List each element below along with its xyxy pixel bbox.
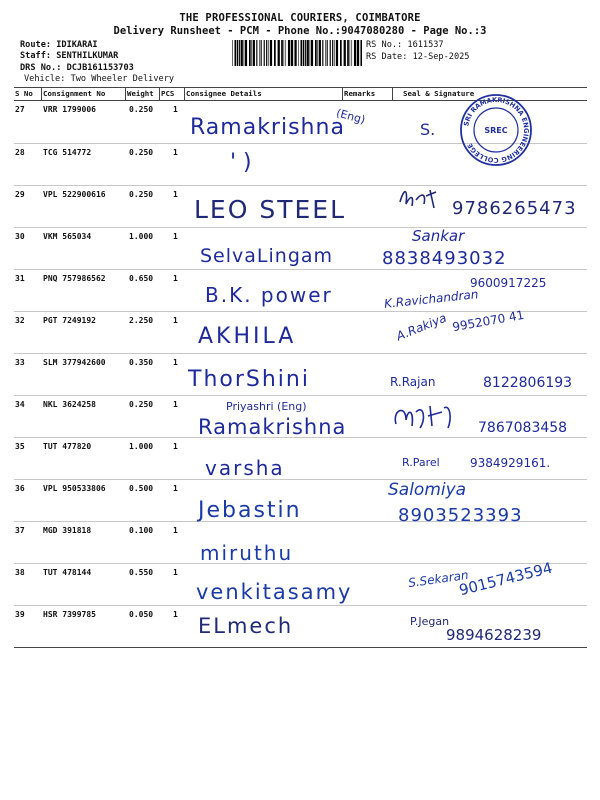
- hw-signame-36: Salomiya: [388, 480, 467, 500]
- hw-consignee-39: ELmech: [198, 614, 294, 638]
- rs-date: RS Date: 12-Sep-2025: [366, 52, 470, 62]
- cell-pcs: 1: [173, 105, 178, 114]
- hw-signature-36: 8903523393: [398, 505, 523, 526]
- hw-remarks-27: (Eng): [334, 106, 367, 127]
- cell-consignment: HSR 7399785: [43, 610, 96, 619]
- hw-signame-32: A.Rakiya: [394, 310, 449, 344]
- cell-consignment: TUT 477820: [43, 442, 92, 451]
- vehicle-label: Vehicle: Two Wheeler Delivery: [24, 74, 175, 84]
- signature-scribble-34: [390, 400, 470, 434]
- cell-sno: 31: [15, 274, 25, 283]
- cell-pcs: 1: [173, 190, 178, 199]
- cell-weight: 0.250: [129, 400, 154, 409]
- cell-sno: 35: [15, 442, 25, 451]
- cell-consignment: PNQ 757986562: [43, 274, 106, 283]
- hw-consignee-28: ' ): [230, 150, 252, 175]
- cell-sno: 37: [15, 526, 25, 535]
- hw-consignee-35: varsha: [205, 456, 285, 480]
- cell-sno: 39: [15, 610, 25, 619]
- hw-consignee-27: Ramakrishna: [190, 115, 345, 140]
- cell-pcs: 1: [173, 358, 178, 367]
- cell-pcs: 1: [173, 526, 178, 535]
- hw-consignee-32: AKHILA: [198, 324, 297, 349]
- cell-consignment: PGT 7249192: [43, 316, 96, 325]
- college-seal-stamp: [458, 92, 534, 168]
- hw-signature-34: 7867083458: [478, 420, 568, 436]
- hw-consignee-33: ThorShini: [188, 367, 310, 392]
- hw-signame-39: P.Jegan: [410, 615, 450, 628]
- cell-weight: 1.000: [129, 232, 154, 241]
- hw-signature-29: 9786265473: [452, 198, 577, 219]
- cell-weight: 0.100: [129, 526, 154, 535]
- cell-sno: 33: [15, 358, 25, 367]
- col-consignee: Consignee Details: [186, 89, 262, 98]
- cell-weight: 0.250: [129, 190, 154, 199]
- col-weight: Weight: [127, 89, 154, 98]
- cell-pcs: 1: [173, 568, 178, 577]
- route-label: Route: IDIKARAI: [20, 40, 98, 50]
- cell-consignment: VPL 950533806: [43, 484, 106, 493]
- signature-scribble-29: [396, 182, 442, 212]
- staff-label: Staff: SENTHILKUMAR: [20, 51, 119, 61]
- cell-weight: 0.250: [129, 105, 154, 114]
- cell-pcs: 1: [173, 442, 178, 451]
- cell-weight: 0.050: [129, 610, 154, 619]
- hw-consignee-30: SelvaLingam: [200, 245, 334, 267]
- col-seal-signature: Seal & Signature: [403, 89, 475, 98]
- drs-number: DRS No.: DCJB161153703: [20, 63, 134, 73]
- cell-pcs: 1: [173, 232, 178, 241]
- hw-consignee-31: B.K. power: [205, 283, 333, 307]
- cell-consignment: TUT 478144: [43, 568, 92, 577]
- hw-signature-32: 9952070 41: [451, 307, 526, 335]
- cell-sno: 28: [15, 148, 25, 157]
- hw-signature-39: 9894628239: [446, 626, 542, 644]
- runsheet-subtitle: Delivery Runsheet - PCM - Phone No.:9047080280 - Page No.:3: [113, 25, 487, 37]
- hw-signature-30: 8838493032: [382, 248, 507, 269]
- cell-sno: 34: [15, 400, 25, 409]
- cell-weight: 0.550: [129, 568, 154, 577]
- col-consignment: Consignment No: [43, 89, 106, 98]
- cell-sno: 32: [15, 316, 25, 325]
- cell-weight: 0.250: [129, 148, 154, 157]
- cell-sno: 38: [15, 568, 25, 577]
- hw-signature-27: S.: [420, 120, 436, 139]
- cell-consignment: MGD 391818: [43, 526, 92, 535]
- cell-consignment: SLM 377942600: [43, 358, 106, 367]
- cell-consignment: NKL 3624258: [43, 400, 96, 409]
- hw-signame-35: R.Parel: [402, 456, 440, 469]
- cell-pcs: 1: [173, 400, 178, 409]
- cell-sno: 36: [15, 484, 25, 493]
- cell-consignment: TCG 514772: [43, 148, 92, 157]
- cell-sno: 29: [15, 190, 25, 199]
- hw-signature-35: 9384929161.: [470, 456, 551, 470]
- hw-consignee-37: miruthu: [200, 541, 294, 565]
- hw-consignee-29: LEO STEEL: [194, 195, 347, 224]
- hw-signame-31: K.Ravichandran: [383, 287, 479, 311]
- hw-signature-31: 9600917225: [470, 276, 547, 290]
- hw-consignee-34: Ramakrishna: [198, 415, 347, 439]
- cell-consignment: VPL 522900616: [43, 190, 106, 199]
- rs-number: RS No.: 1611537: [366, 40, 444, 50]
- hw-signame-38: S.Sekaran: [407, 567, 470, 591]
- hw-signame-33: R.Rajan: [390, 375, 436, 389]
- cell-weight: 0.500: [129, 484, 154, 493]
- barcode-image: [232, 40, 362, 66]
- cell-consignment: VRR 1799006: [43, 105, 96, 114]
- cell-pcs: 1: [173, 148, 178, 157]
- hw-signature-38: 9015743594: [457, 558, 555, 600]
- hw-signature-33: 8122806193: [483, 375, 573, 391]
- cell-pcs: 1: [173, 610, 178, 619]
- cell-pcs: 1: [173, 274, 178, 283]
- stamp-ring-text: SRI RAMAKRISHNA ENGINEERING COLLEGE: [462, 95, 531, 165]
- hw-signame-30: Sankar: [412, 227, 465, 245]
- cell-pcs: 1: [173, 484, 178, 493]
- cell-sno: 30: [15, 232, 25, 241]
- col-pcs: PCS: [161, 89, 175, 98]
- table-row: [14, 521, 587, 564]
- col-sno: S No: [15, 89, 33, 98]
- stamp-center-text: SREC: [484, 126, 508, 135]
- cell-pcs: 1: [173, 316, 178, 325]
- col-remarks: Remarks: [344, 89, 376, 98]
- cell-weight: 0.350: [129, 358, 154, 367]
- cell-weight: 1.000: [129, 442, 154, 451]
- cell-sno: 27: [15, 105, 25, 114]
- hw-consignee-36: Jebastin: [198, 498, 302, 523]
- hw-consignee-38: venkitasamy: [196, 580, 353, 604]
- company-title: THE PROFESSIONAL COURIERS, COIMBATORE: [179, 12, 421, 24]
- hw-remarks-34: Priyashri (Eng): [226, 400, 307, 413]
- cell-weight: 2.250: [129, 316, 154, 325]
- cell-weight: 0.650: [129, 274, 154, 283]
- cell-consignment: VKM 565034: [43, 232, 92, 241]
